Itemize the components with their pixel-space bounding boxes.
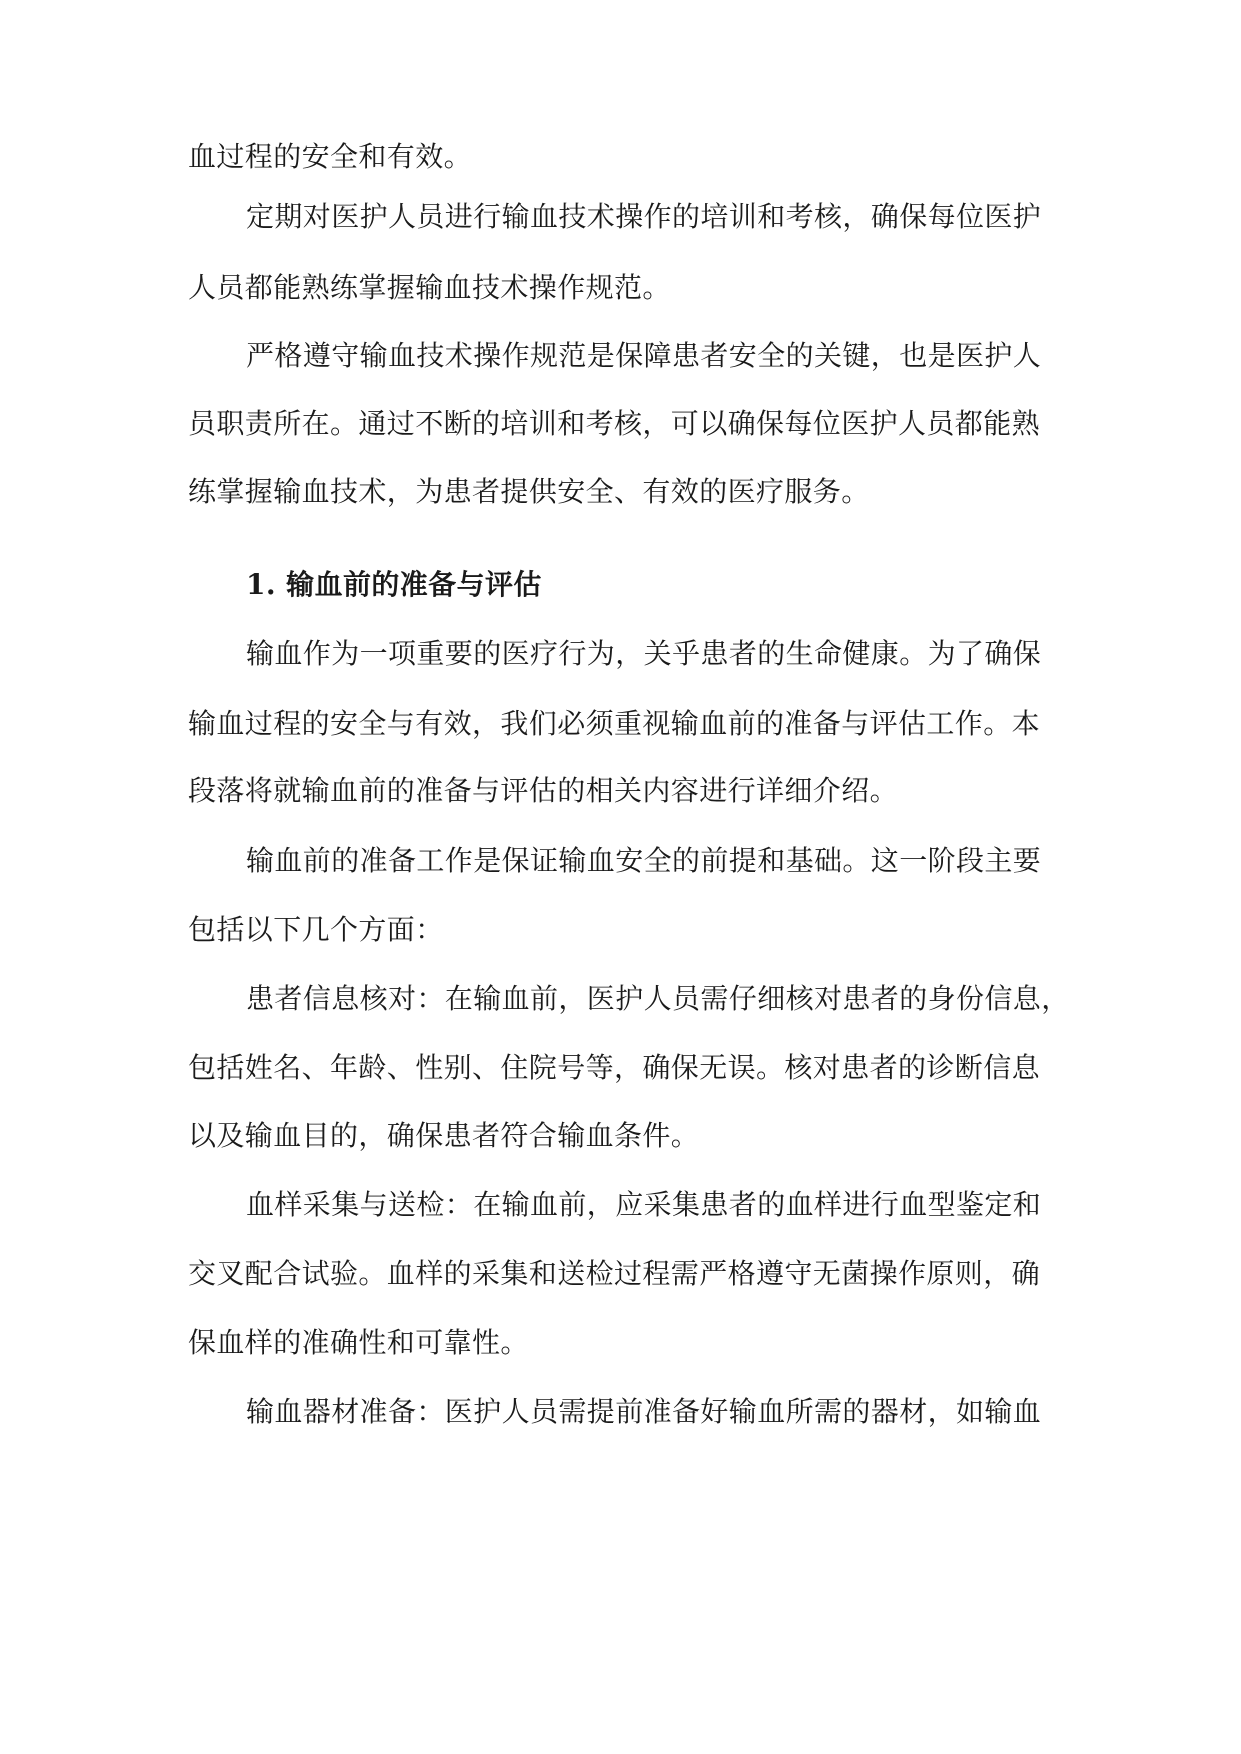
- paragraph-3-line-2: 员职责所在。通过不断的培训和考核，可以确保每位医护人员都能熟: [188, 407, 1041, 440]
- paragraph-5-line-2: 包括以下几个方面：: [188, 913, 444, 946]
- paragraph-2-line-1: 定期对医护人员进行输血技术操作的培训和考核，确保每位医护: [246, 200, 1042, 233]
- paragraph-1-line-1: 血过程的安全和有效。: [188, 140, 473, 173]
- paragraph-2-line-2: 人员都能熟练掌握输血技术操作规范。: [188, 271, 671, 304]
- paragraph-8-line-1: 输血器材准备：医护人员需提前准备好输血所需的器材，如输血: [246, 1395, 1042, 1428]
- paragraph-4-line-1: 输血作为一项重要的医疗行为，关乎患者的生命健康。为了确保: [246, 637, 1042, 670]
- paragraph-6-line-1: 患者信息核对：在输血前，医护人员需仔细核对患者的身份信息，: [246, 982, 1070, 1015]
- section-heading: 1. 输血前的准备与评估: [246, 568, 542, 601]
- paragraph-7-line-3: 保血样的准确性和可靠性。: [188, 1326, 529, 1359]
- paragraph-4-line-3: 段落将就输血前的准备与评估的相关内容进行详细介绍。: [188, 774, 899, 807]
- paragraph-3-line-1: 严格遵守输血技术操作规范是保障患者安全的关键，也是医护人: [246, 339, 1042, 372]
- paragraph-7-line-2: 交叉配合试验。血样的采集和送检过程需严格遵守无菌操作原则，确: [188, 1257, 1041, 1290]
- paragraph-4-line-2: 输血过程的安全与有效，我们必须重视输血前的准备与评估工作。本: [188, 707, 1041, 740]
- paragraph-6-line-2: 包括姓名、年龄、性别、住院号等，确保无误。核对患者的诊断信息: [188, 1051, 1041, 1084]
- paragraph-5-line-1: 输血前的准备工作是保证输血安全的前提和基础。这一阶段主要: [246, 844, 1042, 877]
- paragraph-3-line-3: 练掌握输血技术，为患者提供安全、有效的医疗服务。: [188, 475, 870, 508]
- paragraph-7-line-1: 血样采集与送检：在输血前，应采集患者的血样进行血型鉴定和: [246, 1188, 1042, 1221]
- paragraph-6-line-3: 以及输血目的，确保患者符合输血条件。: [188, 1119, 700, 1152]
